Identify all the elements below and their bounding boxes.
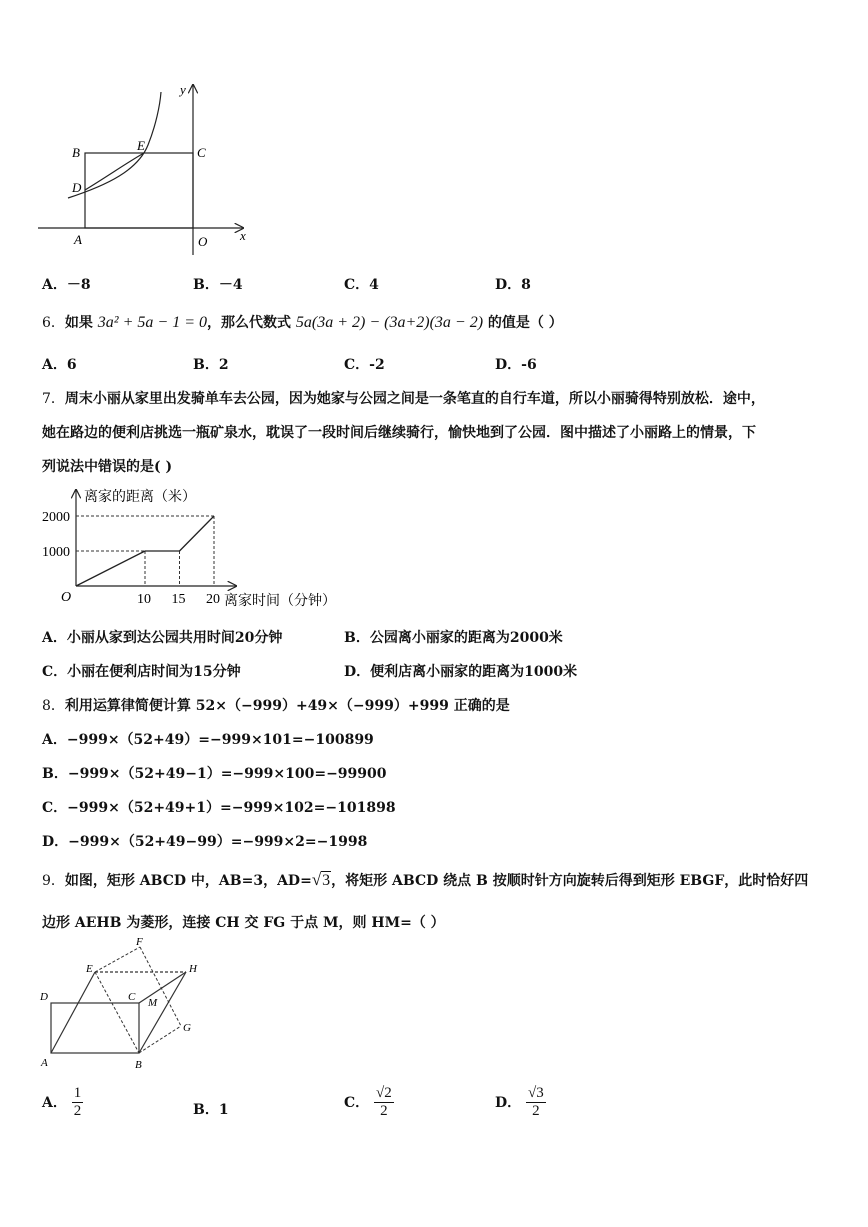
seg-fg	[140, 947, 181, 1026]
frac-sqrt3-over-2: $\frac{√3}{2}$	[528, 1085, 544, 1119]
seg-ef	[95, 947, 140, 972]
seg-ae	[51, 972, 95, 1053]
chart-ylabel: 离家的距离（米）	[84, 490, 196, 505]
seg-eb	[95, 972, 139, 1053]
label-y: y	[180, 82, 186, 97]
q6-condition: 3a² + 5a − 1 = 0	[97, 314, 207, 331]
q8-option-c[interactable]: C．−999×（52+49+1）=−999×102=−101898	[42, 800, 396, 816]
q7-line-3: 列说法中错误的是( )	[42, 459, 173, 475]
seg-bg	[139, 1026, 181, 1053]
q6-option-c[interactable]: C．-2	[344, 357, 385, 373]
x-tick-15: 15	[171, 592, 186, 607]
q6-option-b[interactable]: B．2	[193, 357, 229, 373]
q9-line-2: 边形 AEHB 为菱形，连接 CH 交 FG 于点 M，则 HM=（ ）	[42, 915, 445, 931]
y-tick-2000: 2000	[42, 510, 70, 525]
y-tick-1000: 1000	[42, 545, 70, 560]
q7-option-d[interactable]: D．便利店离小丽家的距离为1000米	[344, 664, 578, 680]
q7-option-c[interactable]: C．小丽在便利店时间为15分钟	[42, 664, 241, 680]
frac-one-half: $\frac{1}{2}$	[73, 1085, 82, 1119]
q7-line-1: 7．周末小丽从家里出发骑单车去公园，因为她家与公园之间是一条笔直的自行车道，所以小丽骑得特别放松．途中，	[42, 391, 765, 407]
q9-figure	[38, 935, 208, 1072]
q9-option-d[interactable]: D． $\frac{√3}{2}$	[495, 1085, 544, 1119]
q9-line-1: 9．如图，矩形 ABCD 中，AB=3，AD=√3，将矩形 ABCD 绕点 B 按顺时针方向旋转后得到矩形 EBGF，此时恰好四	[42, 870, 809, 889]
label-a: A	[74, 232, 82, 247]
label-e: E	[86, 963, 93, 975]
q5-option-c[interactable]: C．4	[344, 277, 379, 293]
series-segment-1	[76, 551, 145, 586]
q6-question: 6．如果 3a² + 5a − 1 = 0，那么代数式 5a(3a + 2) − (3a+2)(3a − 2) 的值是（ ）	[42, 314, 563, 331]
label-h: H	[189, 963, 197, 975]
seg-hb	[139, 972, 186, 1053]
q5-figure	[38, 80, 258, 265]
label-f: F	[136, 936, 143, 948]
label-a: A	[41, 1057, 48, 1069]
q9-sqrt3: √3	[311, 870, 331, 889]
q7-distance-time-chart	[38, 486, 358, 614]
q9-option-b[interactable]: B．1	[193, 1102, 229, 1118]
q8-question: 8．利用运算律简便计算 52×（−999）+49×（−999）+999 正确的是	[42, 698, 510, 714]
chart-xlabel: 离家时间（分钟）	[224, 594, 336, 609]
x-tick-10: 10	[137, 592, 151, 607]
label-e: E	[137, 138, 145, 153]
q6-option-a[interactable]: A．6	[42, 357, 77, 373]
label-x: x	[240, 228, 246, 243]
q8-option-b[interactable]: B．−999×（52+49−1）=−999×100=−99900	[42, 766, 387, 782]
label-c: C	[128, 991, 136, 1003]
series-segment-3	[180, 516, 215, 551]
rectangle-abco	[85, 153, 193, 228]
label-b: B	[72, 145, 80, 160]
q9-option-c[interactable]: C． $\frac{√2}{2}$	[344, 1085, 392, 1119]
chart-origin: O	[61, 590, 72, 605]
label-b: B	[135, 1059, 142, 1071]
frac-sqrt2-over-2: $\frac{√2}{2}$	[376, 1085, 392, 1119]
curve-upper	[68, 92, 161, 198]
label-d: D	[72, 180, 82, 195]
q7-option-b[interactable]: B．公园离小丽家的距离为2000米	[344, 630, 563, 646]
q9-option-a[interactable]: A． $\frac{1}{2}$	[42, 1085, 82, 1119]
q6-option-d[interactable]: D．-6	[495, 357, 537, 373]
line-de	[85, 153, 144, 190]
q7-line-2: 她在路边的便利店挑选一瓶矿泉水，耽误了一段时间后继续骑行，愉快地到了公园．图中描述了小丽路上的情景，下	[42, 425, 756, 441]
q8-option-d[interactable]: D．−999×（52+49−99）=−999×2=−1998	[42, 834, 368, 850]
q6-expression: 5a(3a + 2) − (3a+2)(3a − 2)	[295, 314, 484, 331]
x-tick-20: 20	[206, 592, 220, 607]
q5-option-a[interactable]: A．－8	[42, 277, 91, 293]
label-d: D	[40, 991, 48, 1003]
seg-ch	[139, 972, 186, 1003]
q7-option-a[interactable]: A．小丽从家到达公园共用时间20分钟	[42, 630, 283, 646]
label-m: M	[148, 997, 158, 1009]
label-g: G	[183, 1022, 191, 1034]
label-c: C	[197, 145, 206, 160]
q5-option-b[interactable]: B．－4	[193, 277, 243, 293]
q8-option-a[interactable]: A．−999×（52+49）=−999×101=−100899	[42, 732, 374, 748]
q5-option-d[interactable]: D．8	[495, 277, 531, 293]
label-o: O	[198, 234, 208, 249]
